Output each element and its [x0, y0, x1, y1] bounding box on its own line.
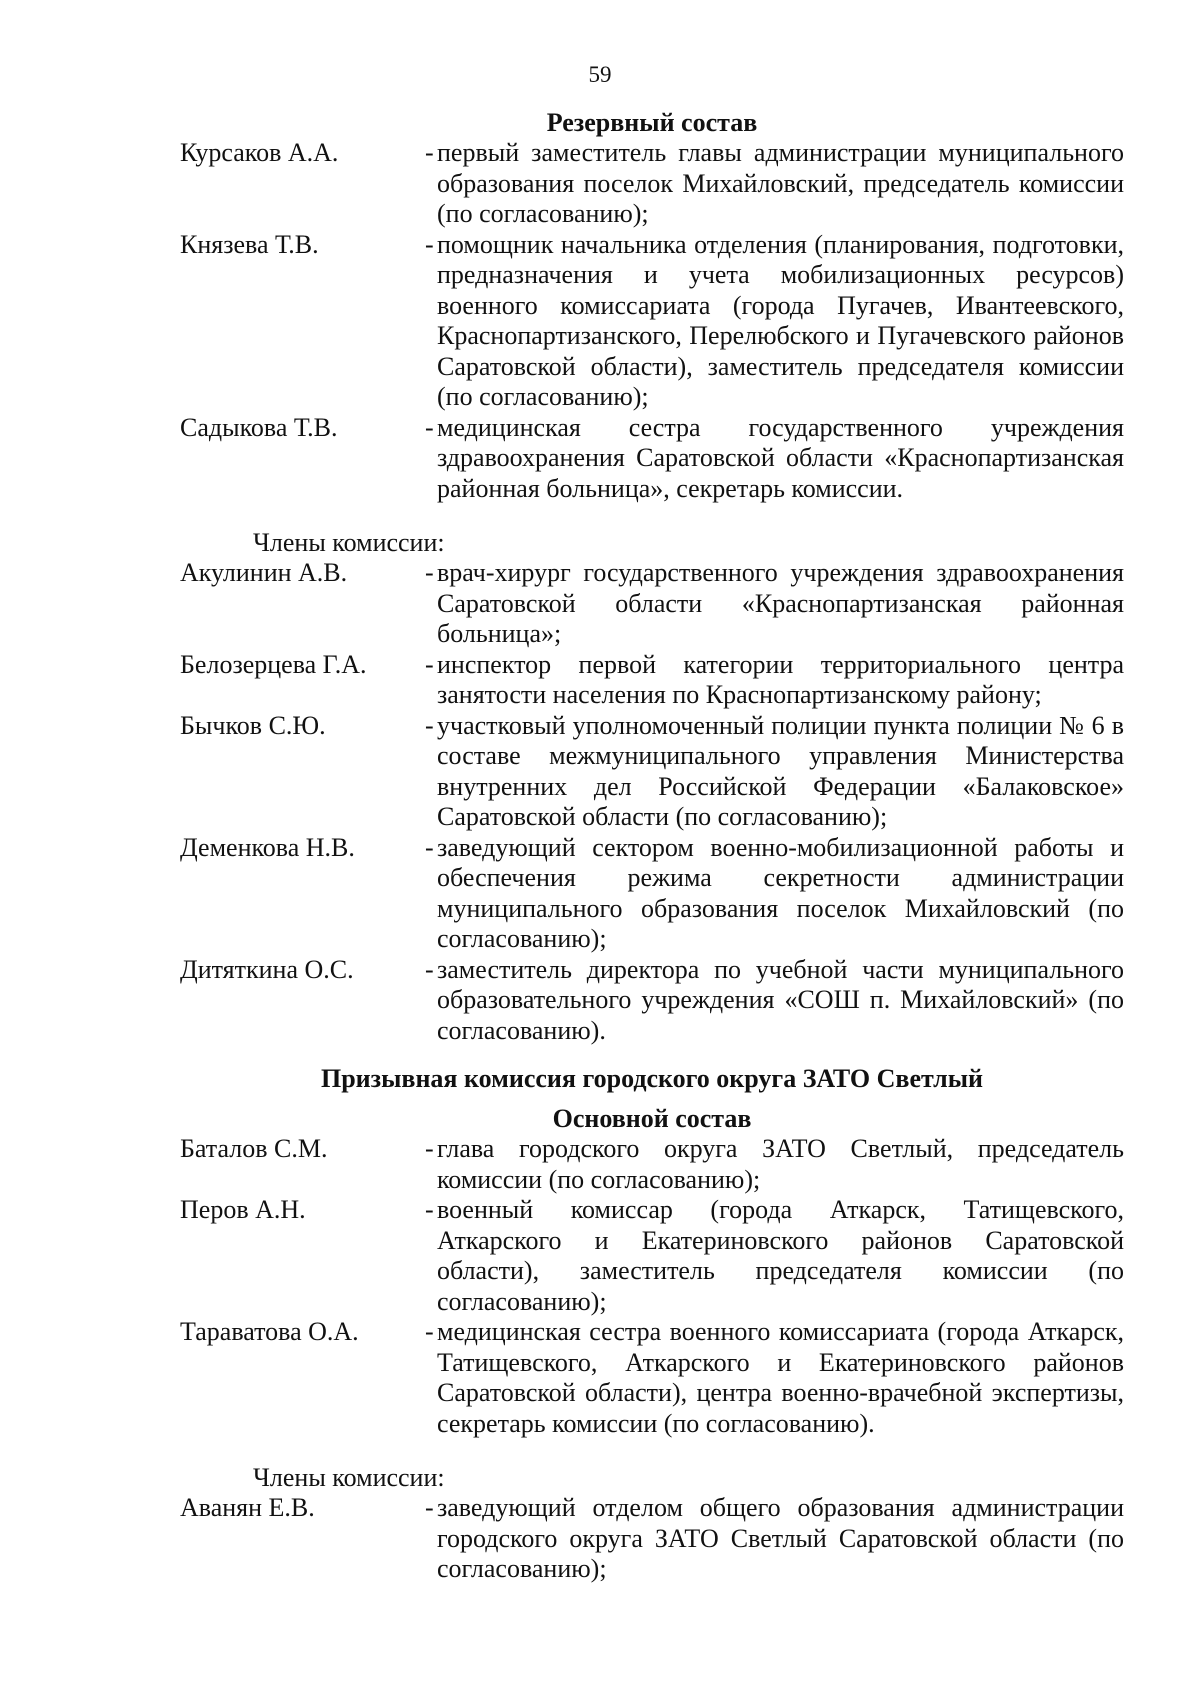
person-role: медицинская сестра военного комиссариата (города Аткарск, Татищевского, Аткарского и Екатериновского районов Саратовской области), центра военно-врачебной экспертизы, секретарь комиссии (по согласованию).: [437, 1317, 1124, 1438]
person-role: первый заместитель главы администрации муниципального образования поселок Михайловский, председатель комиссии (по согласованию);: [437, 138, 1124, 228]
commission-title: Призывная комиссия городского округа ЗАТО Светлый: [320, 1064, 983, 1093]
dash: -: [425, 1134, 434, 1163]
person-name: Белозерцева Г.А.: [180, 649, 367, 679]
list-item: [180, 1195, 1124, 1317]
person-role: инспектор первой категории территориального центра занятости населения по Краснопартизанскому району;: [437, 649, 1124, 709]
dash: -: [425, 710, 434, 740]
dash: -: [425, 412, 434, 442]
dash: -: [425, 954, 434, 984]
dash: -: [425, 558, 434, 587]
list-item: [180, 955, 1124, 1047]
person-role: заместитель директора по учебной части муниципального образовательного учреждения «СОШ п. Михайловский» (по согласованию).: [437, 954, 1124, 1045]
person-name: Курсаков А.А.: [180, 138, 339, 167]
list-item: [180, 230, 1124, 413]
list-item: [180, 413, 1124, 505]
person-name: Дитяткина О.С.: [180, 954, 354, 984]
person-name: Садыкова Т.В.: [180, 412, 338, 442]
dash: -: [425, 1195, 434, 1224]
person-name: Аванян Е.В.: [180, 1493, 315, 1522]
dash: -: [425, 1317, 434, 1346]
person-role: врач-хирург государственного учреждения здравоохранения Саратовской области «Краснопартизанская районная больница»;: [437, 558, 1124, 648]
person-name: Баталов С.М.: [180, 1134, 328, 1163]
person-role: заведующий сектором военно-мобилизационной работы и обеспечения режима секретности администрации муниципального образования поселок Михайловский (по согласованию);: [437, 832, 1124, 953]
person-name: Акулинин А.В.: [180, 558, 348, 587]
person-name: Тараватова О.А.: [180, 1317, 359, 1346]
person-name: Князева Т.В.: [180, 229, 319, 259]
person-role: военный комиссар (города Аткарск, Татищевского, Аткарского и Екатериновского районов Саратовской области), заместитель председателя комиссии (по согласованию);: [437, 1195, 1124, 1316]
dash: -: [425, 138, 434, 167]
person-name: Перов А.Н.: [180, 1195, 306, 1224]
section-heading-main: Основной состав: [552, 1104, 752, 1133]
list-item: [180, 833, 1124, 955]
person-name: Бычков С.Ю.: [180, 710, 326, 740]
dash: -: [425, 1493, 434, 1522]
person-role: участковый уполномоченный полиции пункта полиции № 6 в составе межмуниципального управления Министерства внутренних дел Российской Федерации «Балаковское» Саратовской области (по согласованию);: [437, 710, 1124, 831]
list-item: [180, 650, 1124, 711]
list-item: [180, 558, 1124, 650]
list-item: [180, 1493, 1124, 1585]
person-name: Деменкова Н.В.: [180, 832, 355, 862]
members-label: Члены комиссии:: [253, 528, 445, 557]
person-role: медицинская сестра государственного учреждения здравоохранения Саратовской области «Краснопартизанская районная больница», секретарь комиссии.: [437, 412, 1124, 503]
document-content: [180, 108, 1124, 1585]
person-role: заведующий отделом общего образования администрации городского округа ЗАТО Светлый Саратовской области (по согласованию);: [437, 1493, 1124, 1583]
dash: -: [425, 832, 434, 862]
list-item: [180, 711, 1124, 833]
list-item: [180, 1134, 1124, 1195]
page-number: 59: [588, 62, 612, 87]
person-role: глава городского округа ЗАТО Светлый, председатель комиссии (по согласованию);: [437, 1134, 1124, 1194]
members-label: Члены комиссии:: [253, 1463, 445, 1492]
dash: -: [425, 649, 434, 679]
list-item: [180, 138, 1124, 230]
person-role: помощник начальника отделения (планирования, подготовки, предназначения и учета мобилизационных ресурсов) военного комиссариата (города Пугачев, Ивантеевского, Краснопартизанского, Перелюбского и Пугачевского районов Саратовской области), заместитель председателя комиссии (по согласованию);: [437, 229, 1124, 411]
list-item: [180, 1317, 1124, 1439]
dash: -: [425, 229, 434, 259]
section-heading-reserve: Резервный состав: [546, 108, 758, 137]
